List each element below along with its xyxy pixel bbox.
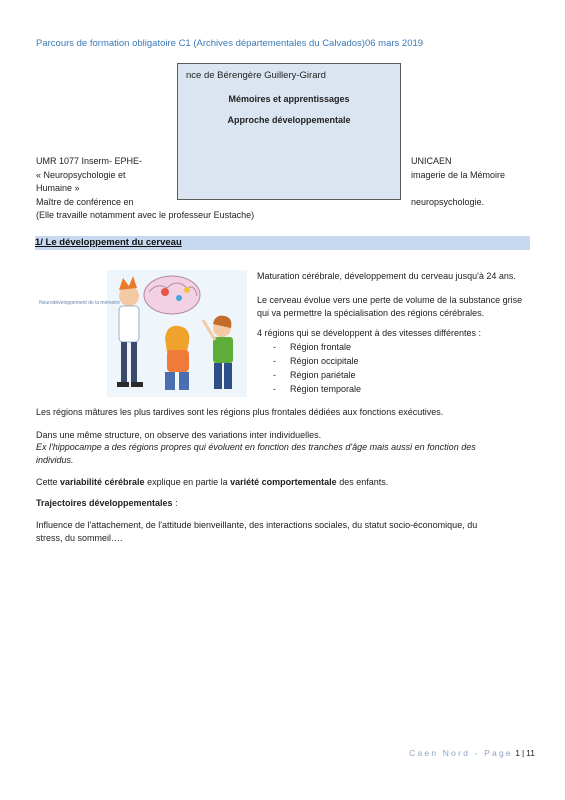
variability-bold-1: variabilité cérébrale xyxy=(60,477,145,487)
paragraph-hippocampus-line2: individus. xyxy=(36,454,74,465)
paragraph-influences-line2: stress, du sommeil…. xyxy=(36,532,123,543)
section-heading: 1/ Le développement du cerveau xyxy=(35,237,182,248)
footer-separator: | xyxy=(521,748,525,758)
affiliation-left-5: (Elle travaille notamment avec le professeur Eustache) xyxy=(36,210,255,220)
paragraph-influences xyxy=(36,519,536,544)
regions-list xyxy=(273,342,473,398)
affiliation-left-2: « Neuropsychologie et xyxy=(36,170,126,180)
variability-text-mid: explique en partie la xyxy=(144,477,231,487)
list-item: - Région temporale xyxy=(273,384,473,398)
trajectories-heading-colon: : xyxy=(172,498,178,508)
paragraph-hippocampus-line1: Ex l'hippocampe a des régions propres qui évoluent en fonction des tranches d'âge mais aussi en fonction des xyxy=(36,442,476,452)
affiliation-right-2: imagerie de la Mémoire xyxy=(411,170,506,180)
footer-page-total: 11 xyxy=(526,748,535,758)
paragraph-volume xyxy=(257,294,542,319)
paragraph-variations: Dans une même structure, on observe des variations inter individuelles. xyxy=(36,430,322,440)
illustration-caption: Neurodéveloppement de la mémoire xyxy=(39,300,120,306)
affiliation-left-1: UMR 1077 Inserm- EPHE- xyxy=(36,156,143,166)
page-footer xyxy=(409,748,535,758)
affiliation-right-3: neuropsychologie. xyxy=(411,197,485,207)
paragraph-regions-intro: 4 régions qui se développent à des vitesses différentes : xyxy=(257,328,481,338)
variability-bold-2: variété comportementale xyxy=(230,477,337,487)
footer-label: Caen Nord - Page xyxy=(409,748,513,758)
paragraph-variability xyxy=(36,476,536,489)
paragraph-volume-line2: qui va permettre la spécialisation des régions cérébrales. xyxy=(257,307,485,318)
affiliation-left-3: Humaine » xyxy=(36,183,80,193)
paragraph-hippocampus xyxy=(36,441,536,466)
title-box-speaker: nce de Bérengère Guillery-Girard xyxy=(186,70,326,81)
brain-development-illustration xyxy=(37,270,247,397)
variability-text-pre: Cette xyxy=(36,477,61,487)
list-item: - Région occipitale xyxy=(273,356,473,370)
list-item: - Région frontale xyxy=(273,342,473,356)
title-box-title: Mémoires et apprentissages xyxy=(228,94,350,104)
paragraph-maturation: Maturation cérébrale, développement du cerveau jusqu'à 24 ans. xyxy=(257,271,516,281)
trajectories-heading-bold: Trajectoires développementales xyxy=(36,498,173,508)
footer-page-number: 1 xyxy=(515,748,520,758)
paragraph-late-regions: Les régions mâtures les plus tardives sont les régions plus frontales dédiées aux fonctions exécutives. xyxy=(36,407,444,417)
page-header: Parcours de formation obligatoire C1 (Archives départementales du Calvados)06 mars 2019 xyxy=(36,38,424,49)
section-heading-bar xyxy=(35,236,530,250)
title-box-subtitle: Approche développementale xyxy=(227,115,351,125)
paragraph-volume-line1: Le cerveau évolue vers une perte de volume de la substance grise xyxy=(257,295,523,305)
list-item: - Région pariétale xyxy=(273,370,473,384)
title-box xyxy=(177,63,401,200)
trajectories-heading xyxy=(36,497,536,510)
variability-text-post: des enfants. xyxy=(336,477,389,487)
affiliation-right-1: UNICAEN xyxy=(411,156,452,166)
affiliation-left-4: Maître de conférence en xyxy=(36,197,134,207)
paragraph-influences-line1: Influence de l'attachement, de l'attitude bienveillante, des interactions sociales, du statut socio-économique, du xyxy=(36,520,478,530)
children-illustration xyxy=(37,270,247,397)
